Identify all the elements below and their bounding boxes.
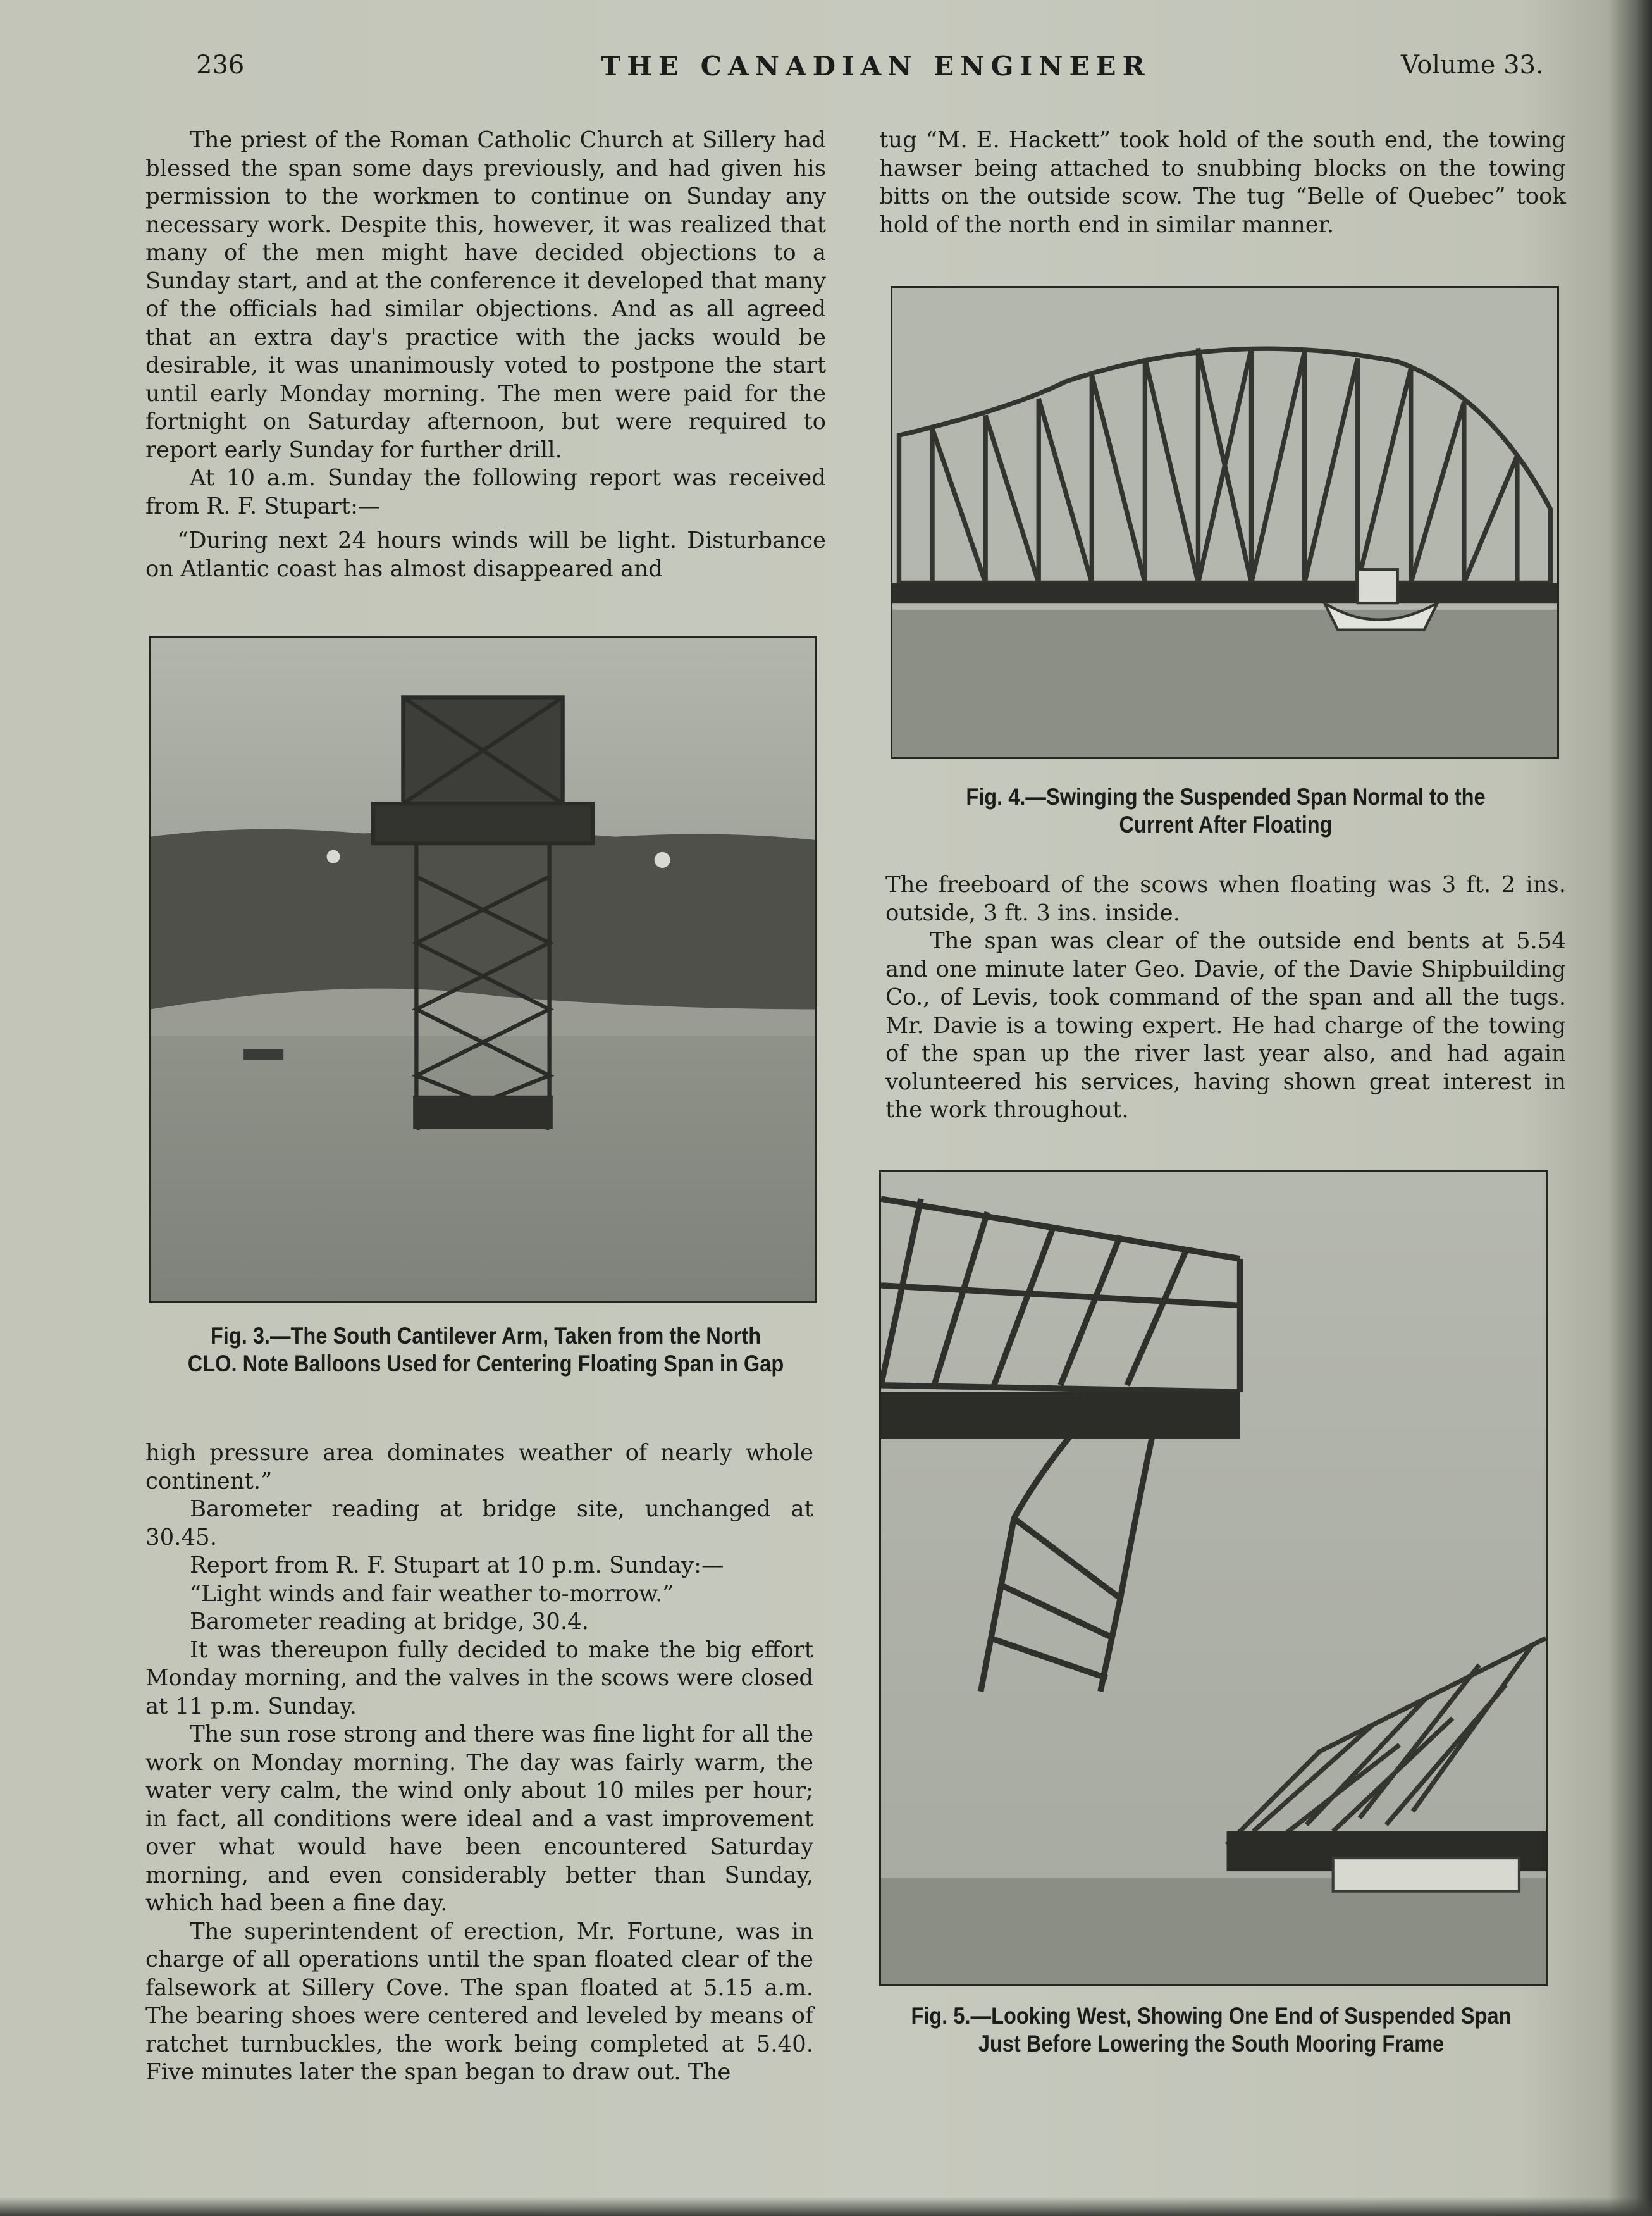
paragraph: The span was clear of the outside end bents at 5.54 and one minute later Geo. Davie, of the Davie Shipbuilding Co., of Levis, took command of the span and all the tugs. Mr. Davie is a towing expert. He had charge of the towing of the span up the river last year also, and had again volunteered his services, having shown great interest in the work throughout. [885, 928, 1566, 1123]
fig5-caption: Fig. 5.—Looking West, Showing One End of Suspended Span Just Before Lowering the South Mooring Frame [911, 2003, 1512, 2057]
paragraph: It was thereupon fully decided to make the big effort Monday morning, and the valves in the scows were closed at 11 p.m. Sunday. [145, 1637, 813, 1719]
paragraph: “Light winds and fair weather to-morrow.” [190, 1580, 674, 1607]
paragraph: The freeboard of the scows when floating was 3 ft. 2 ins. outside, 3 ft. 3 ins. inside. [885, 872, 1566, 926]
volume-label: Volume 33. [1401, 51, 1544, 80]
left-column-top [145, 127, 826, 583]
left-column-bottom [145, 1439, 813, 2087]
page-bottom-edge [0, 2197, 1652, 2216]
journal-title: THE CANADIAN ENGINEER [601, 51, 1151, 82]
fig3-photo [149, 636, 817, 1303]
paragraph: tug “M. E. Hackett” took hold of the south end, the towing hawser being attached to snubbing blocks on the towing bitts on the outside scow. The tug “Belle of Quebec” took hold of the north end in similar manner. [879, 127, 1566, 238]
paragraph: high pressure area dominates weather of nearly whole continent.” [145, 1440, 813, 1494]
paragraph: The sun rose strong and there was fine light for all the work on Monday morning. The day was fairly warm, the water very calm, the wind only about 10 miles per hour; in fact, all conditions were ideal and a vast improvement over what would have been encountered Saturday morning, and even considerably better than Sunday, which had been a fine day. [145, 1721, 813, 1916]
fig4-photo [891, 286, 1559, 759]
right-column-top [879, 127, 1566, 239]
paragraph: Report from R. F. Stupart at 10 p.m. Sunday:— [190, 1552, 724, 1578]
paragraph: “During next 24 hours winds will be light. Disturbance on Atlantic coast has almost disappeared and [145, 528, 826, 582]
paragraph: Barometer reading at bridge site, unchanged at 30.45. [145, 1496, 813, 1551]
book-spine-shadow [1608, 0, 1652, 2216]
fig3-caption: Fig. 3.—The South Cantilever Arm, Taken from the North CLO. Note Balloons Used for Centering Floating Span in Gap [187, 1323, 784, 1377]
paragraph: The priest of the Roman Catholic Church at Sillery had blessed the span some days previously, and had given his permission to the workmen to continue on Sunday any necessary work. Despite this, however, it was realized that many of the men might have decided objections to a Sunday start, and at the conference it developed that many of the officials had similar objections. And as all agreed that an extra day's practice with the jacks would be desirable, it was unanimously voted to postpone the start until early Monday morning. The men were paid for the fortnight on Saturday afternoon, but were required to report early Sunday for further drill. [145, 127, 826, 463]
paragraph: The superintendent of erection, Mr. Fortune, was in charge of all operations until the span floated clear of the falsework at Sillery Cove. The span floated at 5.15 a.m. The bearing shoes were centered and leveled by means of ratchet turnbuckles, the work being completed at 5.40. Five minutes later the span began to draw out. The [145, 1918, 813, 2085]
paragraph: Barometer reading at bridge, 30.4. [190, 1609, 589, 1635]
paragraph: At 10 a.m. Sunday the following report was received from R. F. Stupart:— [145, 465, 826, 519]
page-number: 236 [196, 51, 245, 80]
fig5-photo [879, 1170, 1548, 1986]
fig4-caption: Fig. 4.—Swinging the Suspended Span Normal to the Current After Floating [966, 784, 1486, 838]
right-column-middle [885, 871, 1566, 1125]
